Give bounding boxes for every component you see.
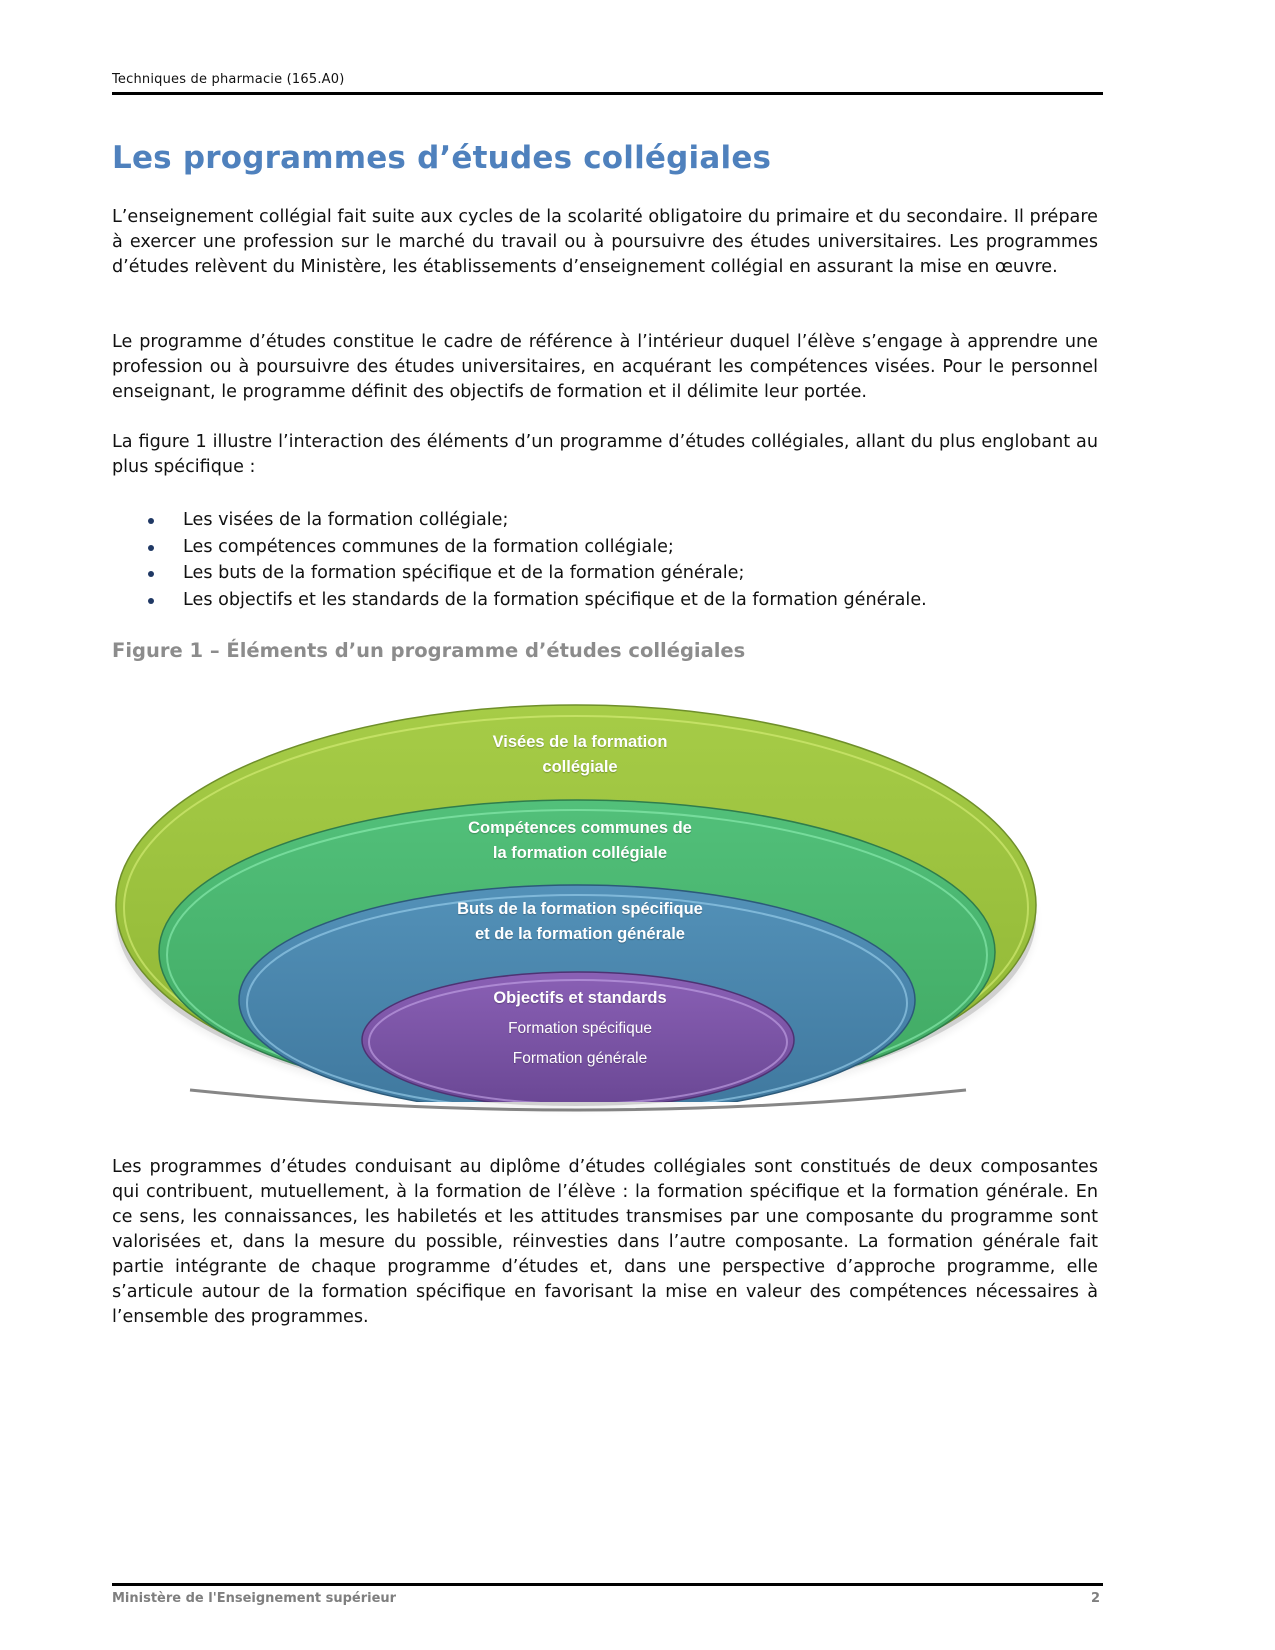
footer-rule	[112, 1583, 1103, 1586]
label-competences-line1: Compétences communes de	[468, 819, 692, 837]
label-objectifs-title: Objectifs et standards	[493, 989, 667, 1007]
paragraph-program-frame: Le programme d’études constitue le cadre de référence à l’intérieur duquel l’élève s’engage à apprendre une profession ou à poursuivre des études universitaires, en acquérant les compétences visées. Pour le personnel enseignant, le programme définit des objectifs de formation et il délimite leur portée.	[112, 332, 1098, 402]
page-title: Les programmes d’études collégiales	[112, 140, 772, 176]
list-item-text: Les objectifs et les standards de la formation spécifique et de la formation générale.	[183, 590, 927, 611]
label-competences-line2: la formation collégiale	[492, 844, 668, 862]
label-buts-line1: Buts de la formation spécifique	[457, 900, 703, 918]
paragraph-intro: L’enseignement collégial fait suite aux cycles de la scolarité obligatoire du primaire et du secondaire. Il prépare à exercer une profession sur le marché du travail ou à poursuivre des études universitaires. Les programmes d’études relèvent du Ministère, les établissements d’enseignement collégial en assurant la mise en œuvre.	[112, 207, 1098, 277]
page-number: 2	[1090, 1591, 1100, 1606]
list-item	[112, 534, 927, 561]
list-item	[112, 560, 927, 587]
bullet-icon	[148, 598, 154, 604]
running-header: Techniques de pharmacie (165.A0)	[112, 72, 345, 87]
nested-ellipses-diagram	[100, 690, 1060, 1130]
bullet-icon	[148, 545, 154, 551]
label-visees-line2: collégiale	[542, 758, 618, 776]
paragraph-components: Les programmes d’études conduisant au diplôme d’études collégiales sont constitués de deux composantes qui contribuent, mutuellement, à la formation de l’élève : la formation spécifique et la formation générale. En ce sens, les connaissances, les habiletés et les attitudes transmises par une composante du programme sont valorisées et, dans la mesure du possible, réinvesties dans l’autre composante. La formation générale fait partie intégrante de chaque programme d’études et, dans une perspective d’approche programme, elle s’articule autour de la formation spécifique en favorisant la mise en valeur des compétences nécessaires à l’ensemble des programmes.	[112, 1157, 1098, 1327]
list-item-text: Les compétences communes de la formation collégiale;	[183, 536, 674, 557]
label-buts-line2: et de la formation générale	[475, 925, 685, 943]
header-rule	[112, 92, 1103, 95]
label-formation-specifique: Formation spécifique	[508, 1020, 652, 1037]
list-item-text: Les buts de la formation spécifique et de la formation générale;	[183, 563, 745, 584]
label-visees-line1: Visées de la formation	[492, 733, 668, 751]
paragraph-figure-intro: La figure 1 illustre l’interaction des éléments d’un programme d’études collégiales, allant du plus englobant au plus spécifique :	[112, 432, 1098, 477]
list-item	[112, 507, 927, 534]
bullet-icon	[148, 571, 154, 577]
footer-publisher: Ministère de l'Enseignement supérieur	[112, 1591, 397, 1606]
list-item	[112, 587, 927, 614]
label-formation-generale: Formation générale	[512, 1050, 648, 1067]
bullet-icon	[148, 518, 154, 524]
elements-list	[112, 507, 927, 614]
list-item-text: Les visées de la formation collégiale;	[183, 510, 509, 530]
figure-caption: Figure 1 – Éléments d’un programme d’études collégiales	[112, 639, 746, 662]
